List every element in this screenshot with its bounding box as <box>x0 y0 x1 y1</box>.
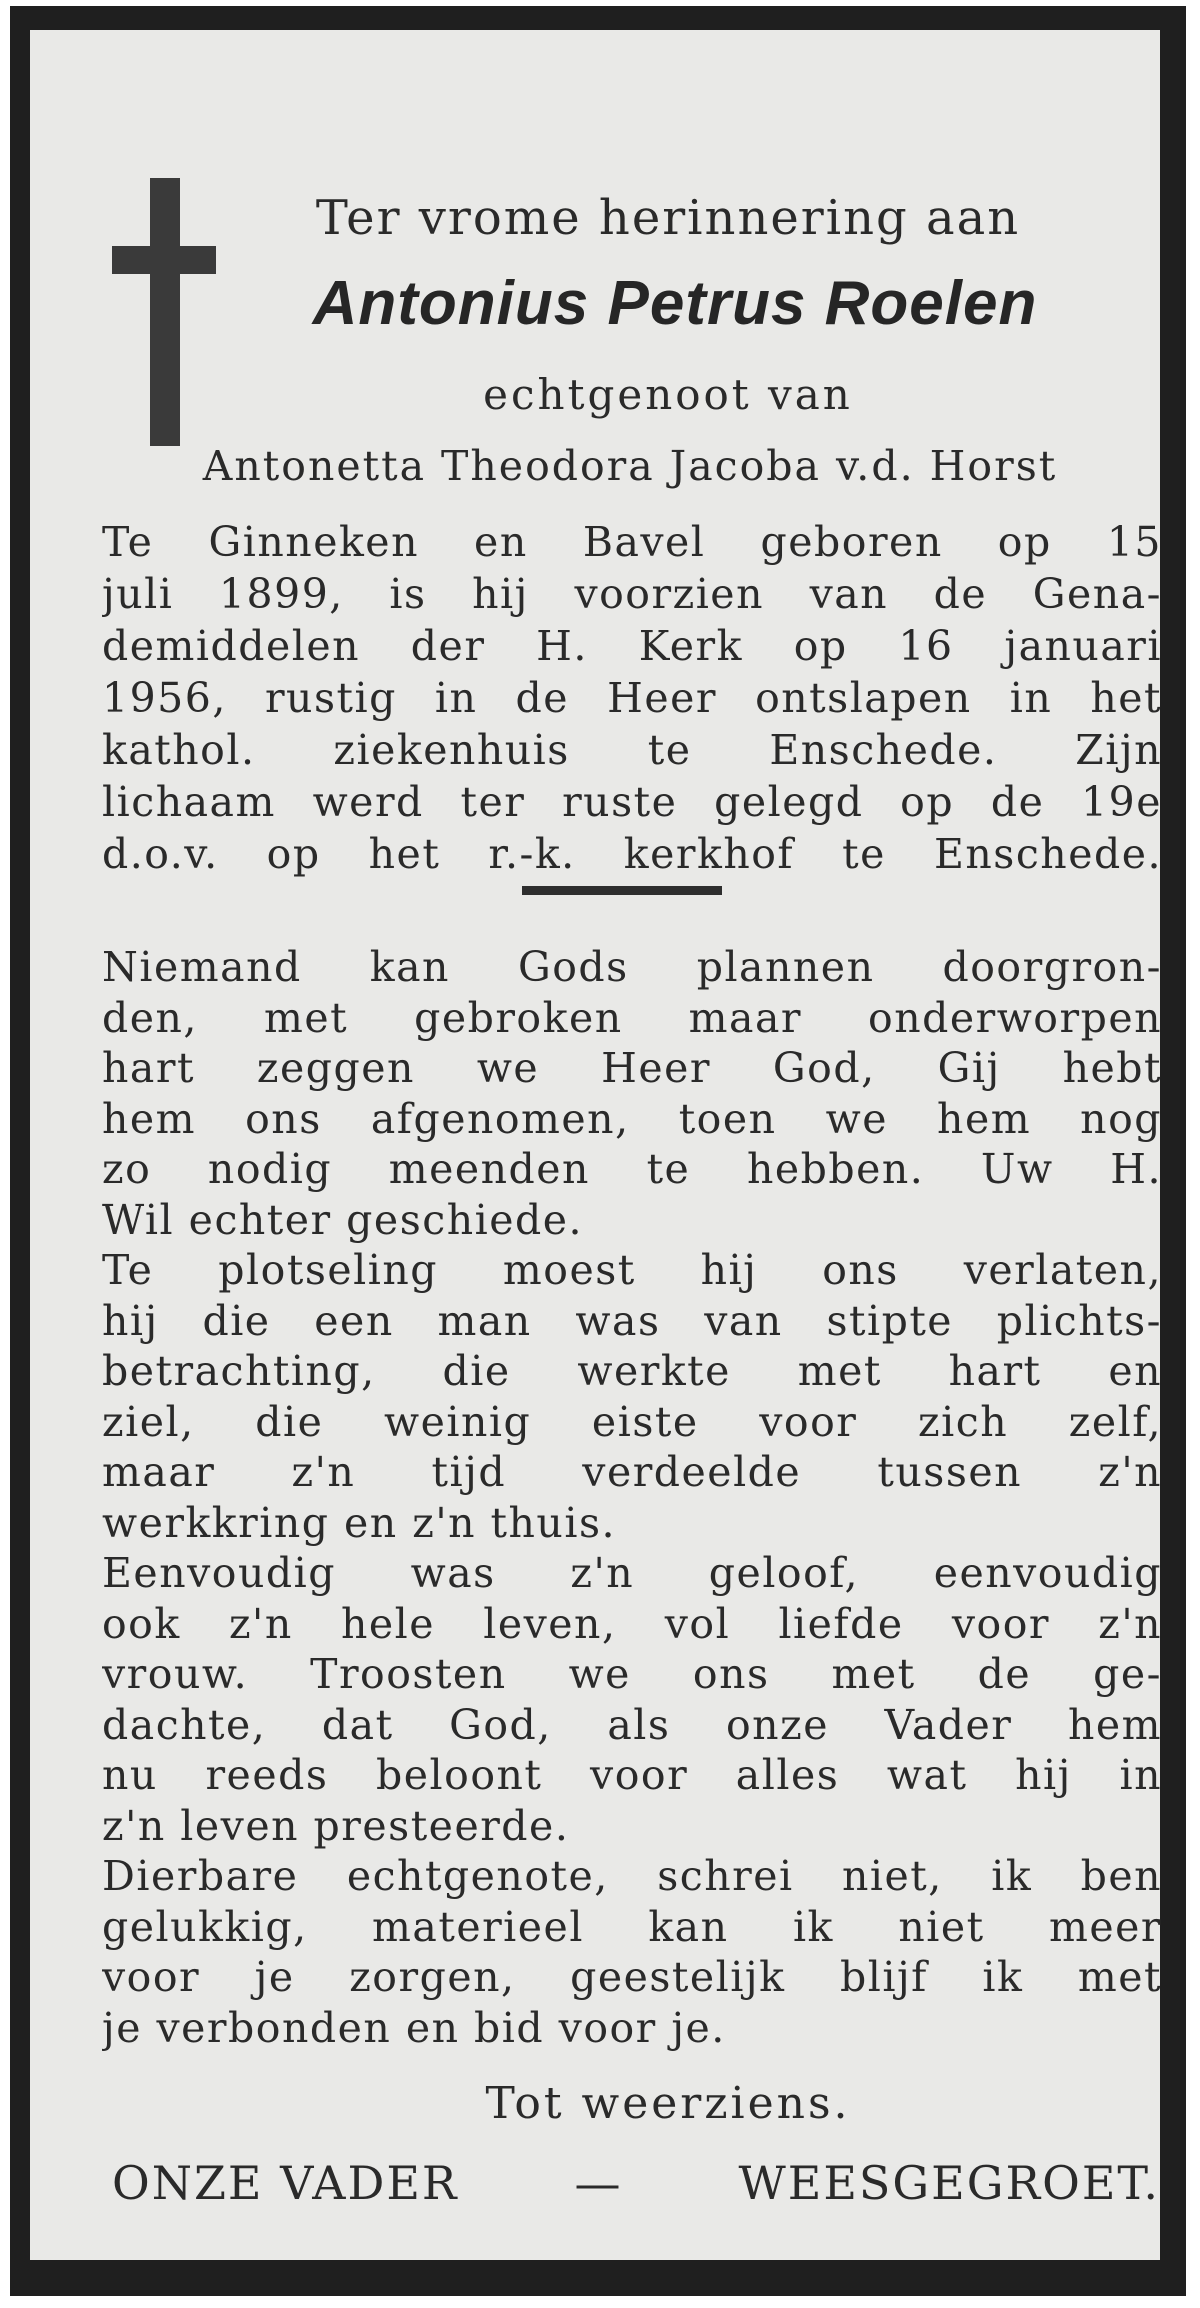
eulogy-line: Eenvoudig was z'n geloof, eenvoudig <box>102 1549 1162 1597</box>
prayer-line <box>112 2156 1160 2216</box>
eulogy-line: Niemand kan Gods plannen doorgron- <box>102 943 1162 991</box>
eulogy-line: z'n leven presteerde. <box>102 1801 570 1850</box>
bio-line: demiddelen der H. Kerk op 16 januari <box>102 622 1162 670</box>
section-divider <box>522 886 722 895</box>
bio-line: kathol. ziekenhuis te Enschede. Zijn <box>102 726 1162 774</box>
eulogy-line: den, met gebroken maar onderworpen <box>102 993 1162 1042</box>
eulogy-line: hij die een man was van stipte plichts- <box>102 1296 1162 1345</box>
prayer-separator: — <box>574 2156 623 2210</box>
eulogy-line: Dierbare echtgenote, schrei niet, ik ben <box>102 1852 1162 1900</box>
eulogy-line: vrouw. Troosten we ons met de ge- <box>102 1650 1162 1698</box>
card-paper <box>30 30 1160 2260</box>
spouse-intro: echtgenoot van <box>483 370 853 419</box>
bio-line: 1956, rustig in de Heer ontslapen in het <box>102 674 1162 722</box>
eulogy-line: maar z'n tijd verdeelde tussen z'n <box>102 1448 1162 1496</box>
eulogy-line: ook z'n hele leven, vol liefde voor z'n <box>102 1599 1162 1648</box>
prayer-our-father: ONZE VADER <box>112 2156 459 2210</box>
prayer-hail-mary: WEESGEGROET. <box>738 2156 1160 2210</box>
memorial-card <box>10 6 1186 2296</box>
card-title: Ter vrome herinnering aan <box>315 190 1021 246</box>
eulogy-line: dachte, dat God, als onze Vader hem <box>102 1700 1162 1749</box>
bio-line: lichaam werd ter ruste gelegd op de 19e <box>102 778 1162 826</box>
bio-line: juli 1899, is hij voorzien van de Gena- <box>102 570 1162 618</box>
eulogy-line: gelukkig, materieel kan ik niet meer <box>102 1902 1162 1951</box>
eulogy-line: voor je zorgen, geestelijk blijf ik met <box>102 1953 1162 2001</box>
bio-line: Te Ginneken en Bavel geboren op 15 <box>102 518 1162 566</box>
eulogy-line: hem ons afgenomen, toen we hem nog <box>102 1094 1162 1143</box>
eulogy-line: betrachting, die werkte met hart en <box>102 1347 1162 1395</box>
eulogy-line: werkkring en z'n thuis. <box>102 1498 617 1547</box>
eulogy-line: Te plotseling moest hij ons verlaten, <box>102 1246 1162 1294</box>
eulogy-line: hart zeggen we Heer God, Gij hebt <box>102 1044 1162 1092</box>
eulogy-line: ziel, die weinig eiste voor zich zelf, <box>102 1397 1162 1446</box>
bio-line: d.o.v. op het r.-k. kerkhof te Enschede. <box>102 830 1162 878</box>
eulogy-line: je verbonden en bid voor je. <box>102 2003 726 2052</box>
deceased-name: Antonius Petrus Roelen <box>312 269 1038 338</box>
biography-paragraph <box>102 516 1162 880</box>
eulogy-line: nu reeds beloont voor alles wat hij in <box>102 1751 1162 1799</box>
eulogy-text <box>102 942 1162 2053</box>
eulogy-line: zo nodig meenden te hebben. Uw H. <box>102 1145 1162 1193</box>
farewell-line: Tot weerziens. <box>485 2078 851 2129</box>
spouse-name: Antonetta Theodora Jacoba v.d. Horst <box>202 442 1058 490</box>
eulogy-line: Wil echter geschiede. <box>102 1195 584 1244</box>
